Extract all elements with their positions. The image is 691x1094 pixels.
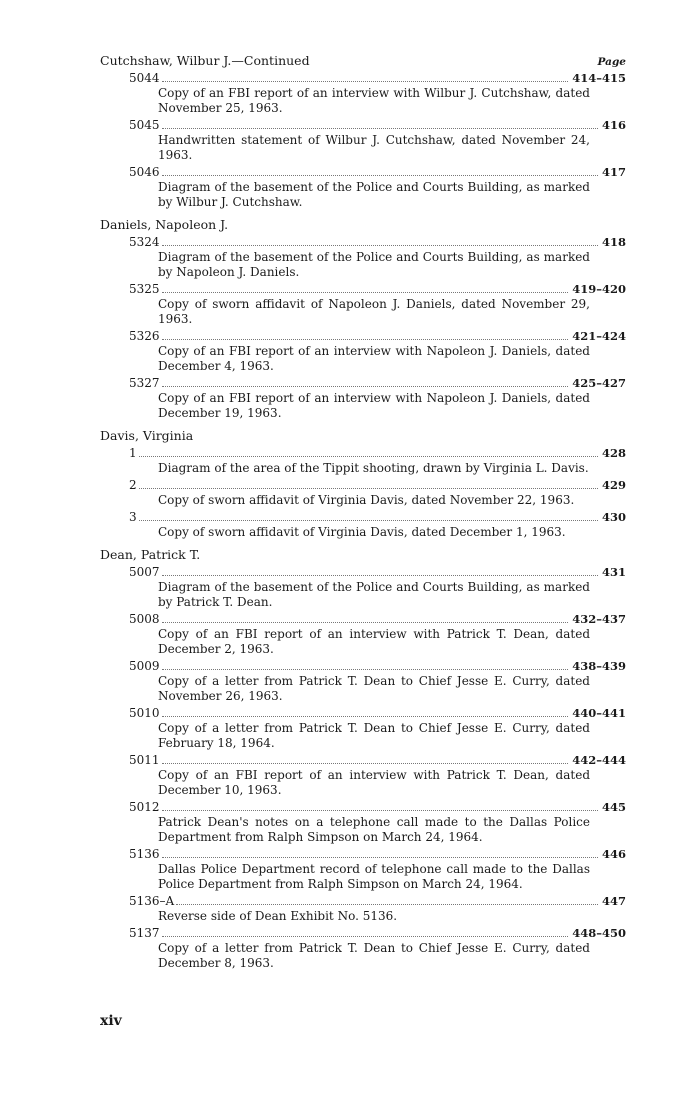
page-folio: xiv (100, 1013, 122, 1029)
page-reference: 442–444 (572, 753, 626, 767)
exhibit-row (100, 118, 626, 133)
dot-leader (162, 575, 598, 576)
exhibit-number: 5011 (129, 753, 160, 767)
page-reference: 440–441 (572, 706, 626, 720)
exhibit-description: Copy of an FBI report of an interview with Napoleon J. Daniels, dated December 4, 1963. (158, 344, 590, 373)
person-heading: Daniels, Napoleon J. (100, 217, 229, 232)
exhibit-description: Diagram of the basement of the Police and Courts Building, as marked by Napoleon J. Daniels. (158, 250, 590, 279)
exhibit-row (100, 71, 626, 86)
exhibit-number: 5010 (129, 706, 160, 720)
dot-leader (162, 386, 569, 387)
dot-leader (162, 245, 598, 246)
exhibit-row (100, 478, 626, 493)
exhibit-index (100, 71, 626, 971)
person-heading: Dean, Patrick T. (100, 547, 201, 562)
page-reference: 416 (601, 118, 626, 132)
exhibit-description: Copy of sworn affidavit of Napoleon J. Daniels, dated November 29, 1963. (158, 297, 590, 326)
exhibit-description: Diagram of the basement of the Police and Courts Building, as marked by Patrick T. Dean. (158, 580, 590, 609)
page-reference: 418 (601, 235, 626, 249)
page-reference: 446 (601, 847, 626, 861)
exhibit-number: 5324 (129, 235, 160, 249)
dot-leader (162, 857, 598, 858)
dot-leader (162, 622, 569, 623)
page-reference: 432–437 (572, 612, 626, 626)
dot-leader (139, 488, 598, 489)
dot-leader (162, 669, 569, 670)
person-heading: Davis, Virginia (100, 428, 194, 443)
exhibit-row (100, 800, 626, 815)
exhibit-number: 5046 (129, 165, 160, 179)
exhibit-row (100, 565, 626, 580)
exhibit-description: Reverse side of Dean Exhibit No. 5136. (158, 909, 398, 923)
exhibit-row (100, 847, 626, 862)
exhibit-number: 5045 (129, 118, 160, 132)
dot-leader (162, 292, 569, 293)
exhibit-description: Copy of an FBI report of an interview with Wilbur J. Cutchshaw, dated November 25, 1963. (158, 86, 590, 115)
exhibit-description: Copy of a letter from Patrick T. Dean to Chief Jesse E. Curry, dated November 26, 1963. (158, 674, 590, 703)
exhibit-number: 5136 (129, 847, 160, 861)
page-header (100, 53, 626, 69)
dot-leader (176, 904, 598, 905)
dot-leader (162, 81, 569, 82)
page-reference: 414–415 (572, 71, 626, 85)
exhibit-description: Handwritten statement of Wilbur J. Cutchshaw, dated November 24, 1963. (158, 133, 590, 162)
page-reference: 445 (601, 800, 626, 814)
exhibit-number: 5137 (129, 926, 160, 940)
exhibit-row (100, 446, 626, 461)
exhibit-description: Copy of an FBI report of an interview with Patrick T. Dean, dated December 2, 1963. (158, 627, 590, 656)
exhibit-description: Copy of a letter from Patrick T. Dean to Chief Jesse E. Curry, dated December 8, 1963. (158, 941, 590, 970)
exhibit-row (100, 329, 626, 344)
exhibit-number: 5007 (129, 565, 160, 579)
exhibit-number: 5136–A (129, 894, 175, 908)
dot-leader (162, 810, 598, 811)
exhibit-description: Copy of sworn affidavit of Virginia Davis, dated December 1, 1963. (158, 525, 566, 539)
index-page (100, 53, 626, 971)
exhibit-description: Dallas Police Department record of telephone call made to the Dallas Police Department from Ralph Simpson on March 24, 1964. (158, 862, 590, 891)
exhibit-description: Diagram of the basement of the Police and Courts Building, as marked by Wilbur J. Cutchshaw. (158, 180, 590, 209)
page-reference: 430 (601, 510, 626, 524)
exhibit-row (100, 376, 626, 391)
page-reference: 431 (601, 565, 626, 579)
exhibit-number: 5012 (129, 800, 160, 814)
page-reference: 447 (601, 894, 626, 908)
exhibit-number: 5326 (129, 329, 160, 343)
page-reference: 425–427 (572, 376, 626, 390)
dot-leader (162, 763, 569, 764)
dot-leader (139, 456, 598, 457)
exhibit-description: Patrick Dean's notes on a telephone call made to the Dallas Police Department from Ralph Simpson on March 24, 1964. (158, 815, 590, 844)
dot-leader (139, 520, 598, 521)
exhibit-description: Copy of a letter from Patrick T. Dean to Chief Jesse E. Curry, dated February 18, 1964. (158, 721, 590, 750)
exhibit-number: 2 (129, 478, 137, 492)
exhibit-row (100, 165, 626, 180)
exhibit-row (100, 510, 626, 525)
exhibit-description: Copy of an FBI report of an interview with Patrick T. Dean, dated December 10, 1963. (158, 768, 590, 797)
continued-heading: Cutchshaw, Wilbur J.—Continued (100, 53, 310, 68)
dot-leader (162, 128, 598, 129)
page-reference: 448–450 (572, 926, 626, 940)
dot-leader (162, 716, 569, 717)
exhibit-description: Copy of sworn affidavit of Virginia Davis, dated November 22, 1963. (158, 493, 575, 507)
page-reference: 438–439 (572, 659, 626, 673)
exhibit-row (100, 235, 626, 250)
page-reference: 421–424 (572, 329, 626, 343)
exhibit-row (100, 612, 626, 627)
exhibit-number: 5009 (129, 659, 160, 673)
page-reference: 429 (601, 478, 626, 492)
exhibit-row (100, 753, 626, 768)
exhibit-row (100, 926, 626, 941)
exhibit-description: Copy of an FBI report of an interview with Napoleon J. Daniels, dated December 19, 1963. (158, 391, 590, 420)
exhibit-number: 5008 (129, 612, 160, 626)
page-reference: 419–420 (572, 282, 626, 296)
exhibit-number: 5325 (129, 282, 160, 296)
exhibit-number: 5327 (129, 376, 160, 390)
page-reference: 428 (601, 446, 626, 460)
dot-leader (162, 936, 569, 937)
exhibit-number: 5044 (129, 71, 160, 85)
exhibit-row (100, 706, 626, 721)
exhibit-row (100, 282, 626, 297)
exhibit-number: 1 (129, 446, 137, 460)
dot-leader (162, 175, 598, 176)
page-column-label: Page (597, 56, 626, 68)
page-reference: 417 (601, 165, 626, 179)
exhibit-description: Diagram of the area of the Tippit shooting, drawn by Virginia L. Davis. (158, 461, 589, 475)
exhibit-row (100, 659, 626, 674)
dot-leader (162, 339, 569, 340)
exhibit-number: 3 (129, 510, 137, 524)
exhibit-row (100, 894, 626, 909)
